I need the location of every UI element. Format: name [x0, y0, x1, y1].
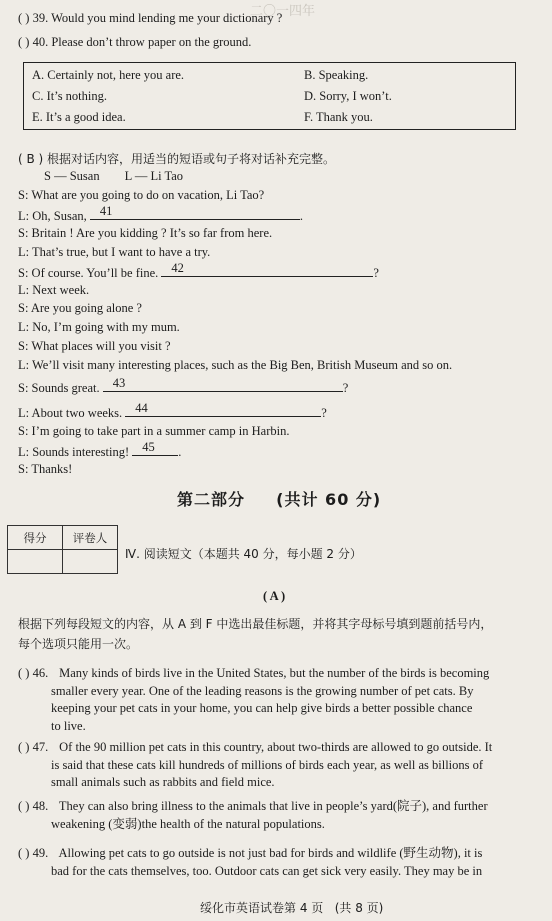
passage-number: ( ) 46. — [18, 666, 49, 680]
dialogue-text: S: Sounds great. — [18, 381, 103, 395]
section-b-instruction: ( B ) 根据对话内容，用适当的短语或句子将对话补充完整。 — [18, 152, 336, 166]
dialogue-text: S: Of course. You’ll be fine. — [18, 266, 162, 280]
dialogue-line-12 — [18, 403, 327, 421]
speakers-legend: S — Susan L — Li Tao — [44, 169, 184, 183]
blank-number: 43 — [112, 376, 126, 390]
passage-46 — [18, 665, 538, 735]
subsection-a-label: ( A ) — [263, 589, 286, 603]
score-cell[interactable] — [8, 550, 63, 574]
grader-header: 评卷人 — [63, 526, 118, 550]
dialogue-line-7: S: Are you going alone ? — [18, 301, 142, 315]
part-total: (共计 60 分) — [276, 490, 382, 509]
dialogue-line-9: S: What places will you visit ? — [18, 339, 171, 353]
answer-blank-44[interactable] — [125, 403, 321, 417]
section-iv-instruction-1: 根据下列每段短文的内容，从 A 到 F 中选出最佳标题，并将其字母标号填到题前括号内， — [18, 617, 493, 631]
score-table — [7, 525, 118, 574]
passage-48 — [18, 798, 538, 833]
dialogue-line-2 — [18, 206, 303, 224]
question-39 — [18, 10, 282, 26]
question-text: Would you mind lending me your dictionary ? — [51, 11, 283, 25]
answer-blank-41[interactable] — [90, 206, 300, 220]
passage-line: to live. — [51, 718, 86, 733]
dialogue-line-6: L: Next week. — [18, 283, 90, 297]
dialogue-punct: . — [178, 445, 182, 459]
answer-blank-45[interactable] — [132, 442, 178, 456]
passage-line: bad for the cats themselves, too. Outdoor cats can get sick very easily. They may be in — [51, 863, 483, 878]
part-2-title — [177, 487, 381, 510]
passage-number: ( ) 49. — [18, 846, 49, 860]
dialogue-line-3: S: Britain ! Are you kidding ? It’s so far from here. — [18, 226, 273, 240]
dialogue-line-13: S: I’m going to take part in a summer camp in Harbin. — [18, 424, 290, 438]
blank-number: 44 — [135, 401, 148, 415]
passage-line: Of the 90 million pet cats in this country, about two-thirds are allowed to go outside. It — [59, 740, 493, 754]
passage-line: Many kinds of birds live in the United States, but the number of the birds is becoming — [59, 666, 490, 680]
blank-number: 41 — [99, 204, 113, 218]
dialogue-text: L: Sounds interesting! — [18, 445, 133, 459]
passage-number: ( ) 47. — [18, 740, 49, 754]
question-text: Please don’t throw paper on the ground. — [51, 35, 252, 49]
passage-47 — [18, 739, 538, 792]
option-b: B. Speaking. — [304, 68, 369, 82]
passage-line: Allowing pet cats to go outside is not just bad for birds and wildlife (野生动物), it is — [58, 846, 483, 860]
answer-blank-42[interactable] — [161, 263, 373, 277]
part-title: 第二部分 — [177, 490, 246, 509]
passage-line: small animals such as rabbits and field mice. — [51, 775, 275, 789]
option-c: C. It’s nothing. — [32, 89, 108, 103]
question-40 — [18, 34, 251, 50]
question-number: ( ) 39. — [18, 11, 49, 25]
blank-number: 42 — [171, 261, 184, 275]
dialogue-text: L: About two weeks. — [18, 406, 126, 420]
passage-line: weakening (变弱)the health of the natural populations. — [51, 816, 325, 831]
dialogue-text: L: Oh, Susan, — [18, 209, 90, 223]
option-d: D. Sorry, I won’t. — [304, 89, 392, 103]
dialogue-line-5 — [18, 263, 379, 281]
option-a: A. Certainly not, here you are. — [32, 68, 185, 82]
option-e: E. It’s a good idea. — [32, 110, 126, 124]
dialogue-punct: ? — [373, 266, 379, 280]
section-iv-heading: Ⅳ. 阅读短文（本题共 40 分，每小题 2 分） — [125, 547, 362, 561]
dialogue-line-15: S: Thanks! — [18, 462, 73, 476]
dialogue-line-8: L: No, I’m going with my mum. — [18, 320, 180, 334]
passage-number: ( ) 48. — [18, 799, 49, 813]
score-header: 得分 — [8, 526, 63, 550]
option-f: F. Thank you. — [304, 110, 373, 124]
answer-blank-43[interactable] — [103, 378, 343, 392]
options-box — [23, 62, 516, 130]
passage-line: smaller every year. One of the leading reasons is the growing number of pet cats. By — [51, 683, 474, 698]
bleed-through-text: 二〇一四年 — [250, 4, 316, 19]
passage-line: keeping your pet cats in your home, you can help give birds a better possible chance — [51, 701, 473, 715]
question-number: ( ) 40. — [18, 35, 49, 49]
dialogue-line-14 — [18, 442, 181, 460]
passage-line: They can also bring illness to the animals that live in people’s yard(院子), and further — [58, 799, 488, 813]
dialogue-line-1: S: What are you going to do on vacation, Li Tao? — [18, 188, 265, 202]
blank-number: 45 — [142, 440, 155, 454]
page-footer: 绥化市英语试卷第 4 页 (共 8 页) — [200, 901, 384, 915]
dialogue-line-11 — [18, 378, 348, 396]
dialogue-line-10: L: We’ll visit many interesting places, such as the Big Ben, British Museum and so on. — [18, 358, 453, 372]
dialogue-punct: . — [299, 209, 303, 223]
dialogue-punct: ? — [321, 406, 327, 420]
passage-line: is said that these cats kill hundreds of millions of birds each year, as well as billions of — [51, 757, 484, 772]
dialogue-punct: ? — [342, 381, 349, 395]
dialogue-line-4: L: That’s true, but I want to have a try. — [18, 245, 211, 259]
section-iv-instruction-2: 每个选项只能用一次。 — [18, 637, 139, 651]
grader-cell[interactable] — [63, 550, 118, 574]
passage-49 — [18, 845, 538, 880]
